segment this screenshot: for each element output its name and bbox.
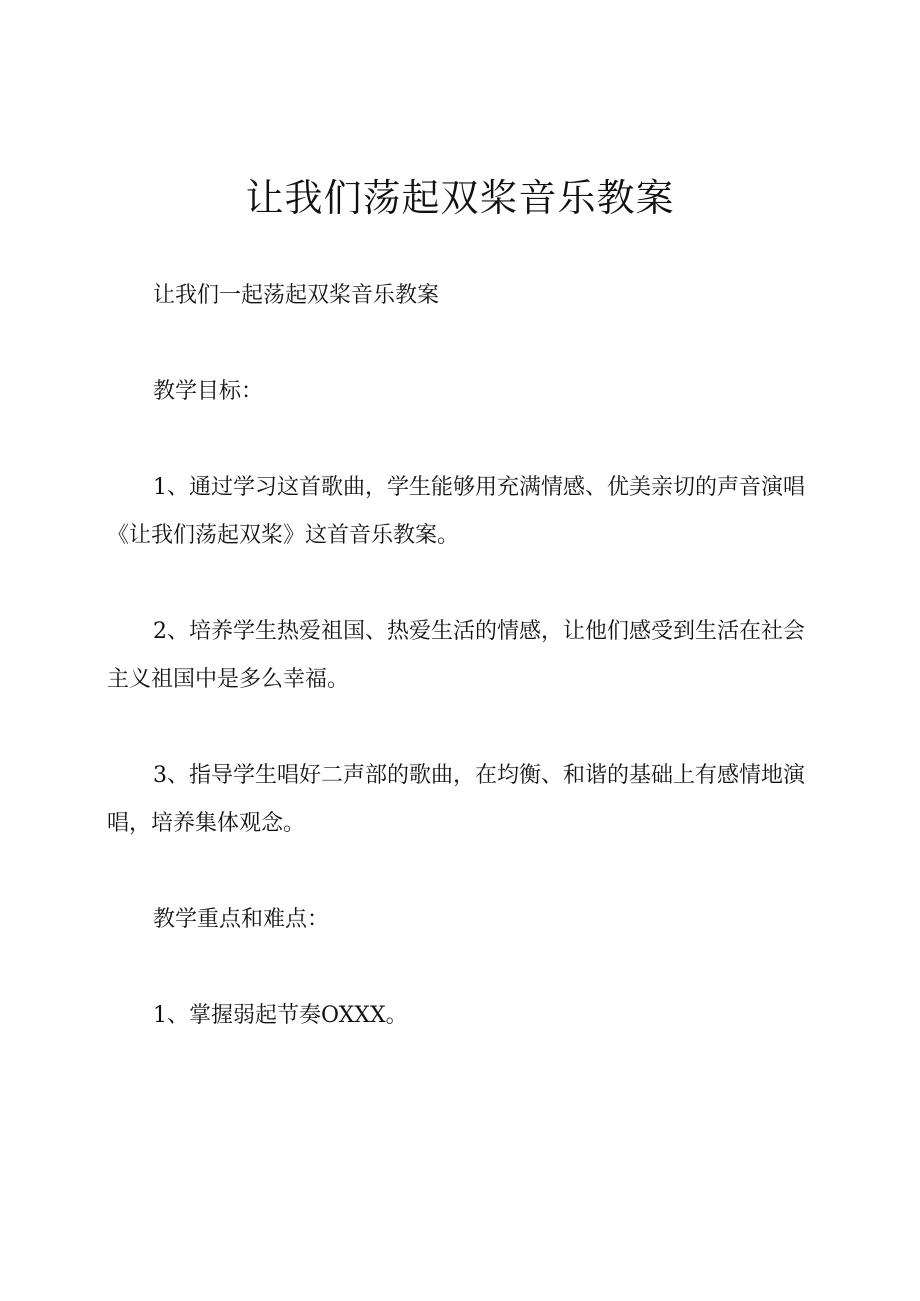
paragraph-subtitle: 让我们一起荡起双桨音乐教案 bbox=[153, 283, 440, 308]
paragraph-key-point-1: 1、掌握弱起节奏OXXX。 bbox=[153, 1003, 408, 1028]
paragraph-goal-1: 1、通过学习这首歌曲，学生能够用充满情感、优美亲切的声音演唱《让我们荡起双桨》这首音乐教案。 bbox=[107, 475, 805, 548]
document-title: 让我们荡起双桨音乐教案 bbox=[245, 176, 675, 220]
paragraph-key-points-heading: 教学重点和难点： bbox=[153, 907, 330, 932]
paragraph-teaching-goals-heading: 教学目标： bbox=[153, 379, 264, 404]
paragraph-goal-3: 3、指导学生唱好二声部的歌曲，在均衡、和谐的基础上有感情地演唱，培养集体观念。 bbox=[107, 763, 805, 836]
paragraph-goal-2: 2、培养学生热爱祖国、热爱生活的情感，让他们感受到生活在社会主义祖国中是多么幸福。 bbox=[107, 619, 805, 692]
